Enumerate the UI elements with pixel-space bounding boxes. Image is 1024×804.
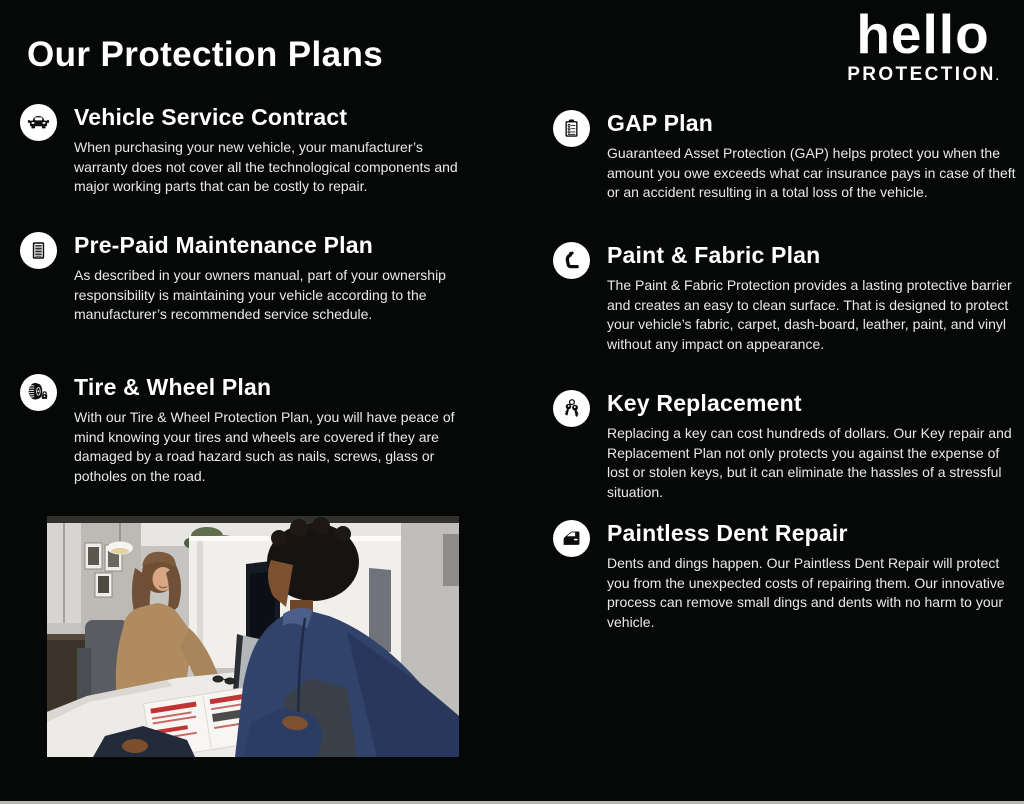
dealership-scene-illustration <box>47 516 459 757</box>
section-paint-fabric-plan <box>553 242 1015 354</box>
hello-protection-logo <box>838 3 1008 86</box>
clipboard-icon <box>553 110 590 147</box>
plan-title: Paint & Fabric Plan <box>607 242 821 268</box>
plan-title: Paintless Dent Repair <box>607 520 848 546</box>
section-paintless-dent-repair <box>553 520 1015 632</box>
logo-wordmark: hello <box>856 3 990 65</box>
plan-description: Dents and dings happen. Our Paintless Dent Repair will protect you from the unexpected costs of repairing them. Our innovative process can remove small dings and dents with no harm to your vehicle. <box>607 555 1005 630</box>
plan-description: Guaranteed Asset Protection (GAP) helps protect you when the amount you owe exceeds what car insurance pays in case of theft or an accident resulting in a total loss of the vehicle. <box>607 145 1016 200</box>
plan-title: Pre-Paid Maintenance Plan <box>74 232 373 258</box>
keys-icon <box>553 390 590 427</box>
consultation-photo <box>47 516 459 757</box>
section-tire-wheel-plan <box>20 374 498 486</box>
tire-icon <box>20 374 57 411</box>
section-vehicle-service-contract <box>20 104 498 197</box>
plan-description: Replacing a key can cost hundreds of dollars. Our Key repair and Replacement Plan not only protects you against the expense of lost or stolen keys, but it can eliminate the hassles of a stressful situation. <box>607 425 1012 500</box>
plan-title: Key Replacement <box>607 390 802 416</box>
section-key-replacement <box>553 390 1015 502</box>
car-door-icon <box>553 520 590 557</box>
plan-description: The Paint & Fabric Protection provides a lasting protective barrier and creates an easy to clean surface. That is designed to protect your vehicle’s fabric, carpet, dash-board, leather, paint, and vinyl without any impact on appearance. <box>607 277 1012 352</box>
car-seat-icon <box>553 242 590 279</box>
logo-tagline: PROTECTION. <box>847 63 999 85</box>
plan-description: With our Tire & Wheel Protection Plan, you will have peace of mind knowing your tires and wheels are covered if they are damaged by a road hazard such as nails, screws, glass or potholes on the road. <box>74 409 455 484</box>
section-pre-paid-maintenance-plan <box>20 232 498 325</box>
plan-description: As described in your owners manual, part of your ownership responsibility is maintaining your vehicle according to the manufacturer’s recommended service schedule. <box>74 267 446 322</box>
plan-title: GAP Plan <box>607 110 713 136</box>
logo-mark: . <box>995 70 999 83</box>
plan-title: Tire & Wheel Plan <box>74 374 272 400</box>
plan-title: Vehicle Service Contract <box>74 104 348 130</box>
plan-description: When purchasing your new vehicle, your manufacturer’s warranty does not cover all the technological components and major working parts that can be costly to repair. <box>74 139 458 194</box>
owners-manual-icon <box>20 232 57 269</box>
car-icon <box>20 104 57 141</box>
section-gap-plan <box>553 110 1015 203</box>
page-title: Our Protection Plans <box>27 35 384 74</box>
